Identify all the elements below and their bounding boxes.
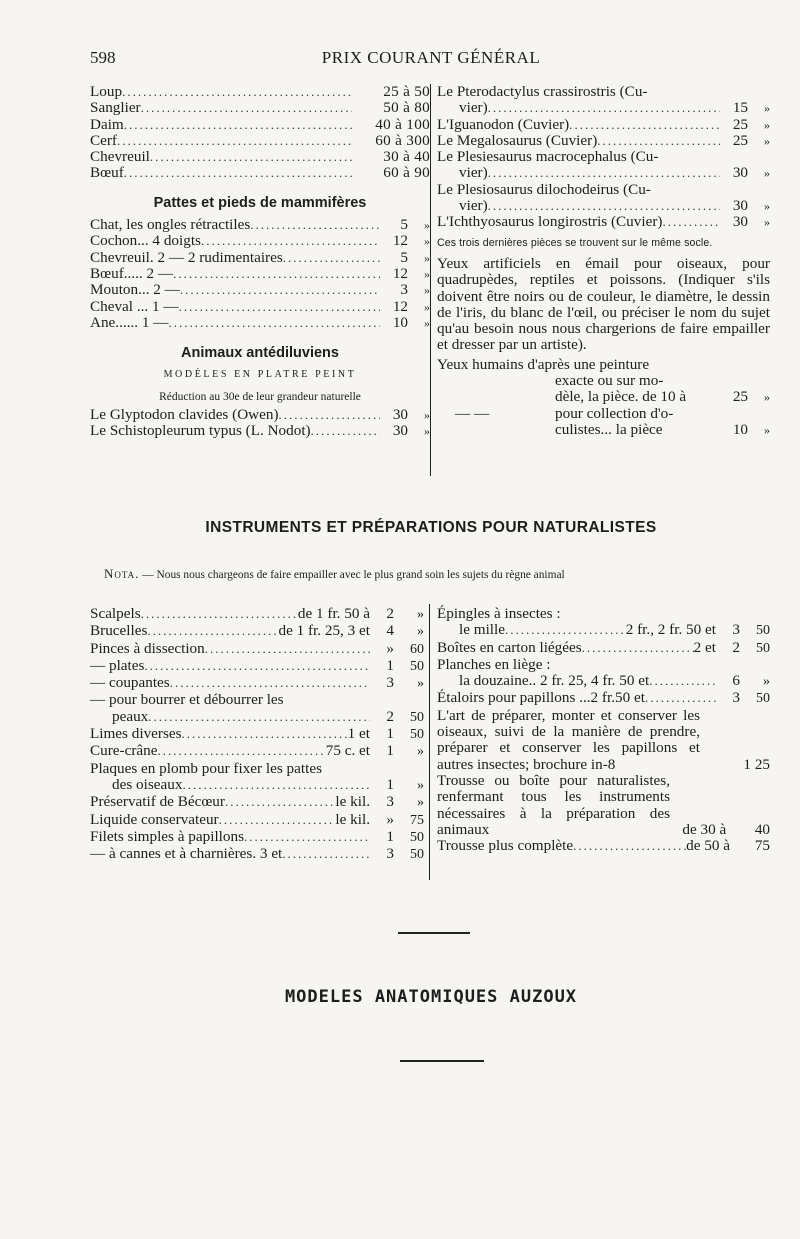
row-price: 12: [392, 297, 408, 315]
instrument-row: [90, 761, 424, 777]
leader-dots: [279, 407, 380, 423]
row-label: Scalpels: [90, 605, 141, 622]
yeux-line-4: pour collection d'o-: [555, 404, 674, 422]
row-price: 50 à 80: [383, 99, 430, 117]
leader-dots: [205, 641, 370, 657]
row-label: — plates: [90, 656, 145, 674]
row-price-francs: 2: [386, 707, 394, 725]
row-price-francs: 2: [386, 605, 394, 622]
row-mid: 2 fr., 2 fr. 50 et: [625, 621, 716, 639]
row-price-francs: 2: [732, 638, 740, 656]
row-price: 25: [732, 115, 748, 133]
leader-dots: [157, 743, 325, 759]
row-price-centimes: »: [417, 777, 424, 793]
leader-dots: [488, 198, 720, 214]
row-price: 5: [400, 216, 408, 234]
paw-row: [90, 250, 430, 266]
leader-dots: [505, 622, 626, 638]
instrument-row: [90, 794, 424, 811]
row-price: 15: [732, 99, 748, 117]
row-price-centimes: 50: [410, 709, 424, 725]
row-label: Épingles à insectes :: [437, 605, 561, 622]
fossil-row: [437, 198, 770, 214]
instrument-row: [437, 606, 770, 622]
row-unit: »: [424, 218, 430, 233]
yeux-dash: — —: [455, 404, 490, 422]
row-unit: »: [764, 215, 770, 230]
fossil-line-1: Le Plesiosaurus dilochodeirus (Cu-: [437, 180, 651, 198]
leader-dots: [582, 640, 694, 656]
row-label: Brucelles: [90, 622, 148, 640]
row-price-francs: 6: [732, 672, 740, 690]
row-price-centimes: 50: [756, 623, 770, 639]
row-price-francs: 3: [386, 793, 394, 811]
row-price: 5: [400, 248, 408, 266]
row-label: vier): [459, 197, 488, 215]
instrument-row: [90, 777, 424, 794]
leader-dots: [649, 673, 716, 689]
trousse-price-line: [682, 822, 770, 838]
leader-dots: [150, 149, 352, 165]
leader-dots: [148, 709, 370, 725]
fossil-price-list: [437, 84, 770, 231]
row-label: Pinces à dissection: [90, 639, 205, 657]
row-unit: »: [424, 234, 430, 249]
row-label: Cheval ... 1 —: [90, 297, 179, 315]
instrument-row: [437, 657, 770, 673]
art-text: [437, 708, 770, 773]
leader-dots: [573, 838, 686, 854]
yeux-artificiels-text: [437, 256, 770, 354]
leader-dots: [283, 250, 380, 266]
paws-price-list: [90, 217, 430, 331]
art-block: [437, 708, 770, 773]
row-price-centimes: 60: [410, 641, 424, 657]
fossil-row: [437, 100, 770, 116]
leader-dots: [179, 299, 380, 315]
leader-dots: [122, 84, 352, 100]
mammal-price-list: [90, 84, 430, 182]
instrument-row: [437, 673, 770, 690]
art-price: 1 25: [743, 755, 770, 773]
row-mid: 1 et: [347, 725, 370, 743]
instruments-right-list: [437, 606, 770, 708]
fossil-row: [437, 117, 770, 133]
instrument-row: [90, 726, 424, 743]
leader-dots: [180, 282, 380, 298]
row-unit: »: [424, 299, 430, 314]
instrument-row: [90, 675, 424, 692]
trousse-complete-price: 75: [754, 837, 770, 855]
yeux-price-2: 10: [732, 420, 748, 438]
row-price-centimes: »: [417, 795, 424, 811]
row-price-centimes: 50: [410, 727, 424, 743]
page-number: 598: [90, 48, 116, 67]
row-unit: »: [764, 133, 770, 148]
mammal-row: [90, 165, 430, 181]
leader-dots: [144, 658, 370, 674]
row-unit: »: [764, 199, 770, 214]
trousse-mid: de 30 à: [682, 820, 727, 838]
instrument-row: [90, 812, 424, 829]
row-label: vier): [459, 164, 488, 182]
running-title: PRIX COURANT GÉNÉRAL: [321, 48, 541, 67]
leader-dots: [168, 315, 380, 331]
row-price-centimes: »: [417, 676, 424, 692]
instrument-row: [90, 692, 424, 708]
yeux-humains-title: Yeux humains d'après une peinture: [437, 355, 650, 373]
row-label: Cerf: [90, 131, 117, 149]
paw-row: [90, 266, 430, 282]
row-label: — coupantes: [90, 674, 170, 692]
socle-note: Ces trois dernières pièces se trouvent sur le même socle.: [437, 236, 713, 249]
paw-row: [90, 282, 430, 298]
column-divider-bottom: [429, 604, 430, 880]
row-label: Loup: [90, 83, 123, 100]
anatomiques-heading: MODELES ANATOMIQUES AUZOUX: [284, 987, 578, 1007]
fossil-row: [437, 214, 770, 230]
row-price: 30: [392, 422, 408, 440]
row-price-francs: 1: [386, 656, 394, 674]
row-mid: 2 et: [693, 638, 716, 656]
nota-label: Nota.: [104, 566, 140, 581]
row-price: 10: [392, 313, 408, 331]
row-price: 30 à 40: [383, 148, 430, 166]
row-label: Cochon... 4 doigts: [90, 232, 201, 250]
leader-dots: [225, 794, 335, 810]
row-price-centimes: 50: [756, 640, 770, 656]
row-mid: de 1 fr. 25, 3 et: [278, 622, 370, 640]
column-divider-top: [430, 84, 431, 476]
row-label: Limes diverses: [90, 725, 182, 743]
mammal-row: [90, 100, 430, 116]
row-price: 30: [732, 164, 748, 182]
row-price-francs: 3: [732, 621, 740, 639]
row-unit: »: [424, 408, 430, 423]
row-label: — pour bourrer et débourrer les: [90, 691, 284, 709]
instrument-row: [437, 690, 770, 707]
leader-dots: [311, 423, 380, 439]
separator-rule-bottom: [400, 1060, 484, 1062]
row-price: 40 à 100: [375, 115, 430, 133]
row-label: Chat, les ongles rétractiles: [90, 216, 251, 234]
row-price: 25 à 50: [383, 83, 430, 100]
instruments-heading: INSTRUMENTS ET PRÉPARATIONS POUR NATURALISTES: [205, 519, 657, 536]
trousse-block: [437, 773, 770, 838]
section-heading-antediluviens: Animaux antédiluviens: [181, 345, 339, 362]
row-label: Le Megalosaurus (Cuvier): [437, 131, 598, 149]
instrument-row: [90, 606, 424, 623]
reduction-caption: Réduction au 30e de leur grandeur naturelle: [159, 390, 361, 403]
mammal-row: [90, 117, 430, 133]
instrument-row: [90, 846, 424, 863]
row-unit: »: [764, 117, 770, 132]
page-header: [90, 48, 772, 72]
leader-dots: [173, 266, 380, 282]
row-label: Plaques en plomb pour fixer les pattes: [90, 759, 322, 777]
leader-dots: [141, 100, 352, 116]
trousse-complete-label: Trousse plus complète: [437, 837, 574, 855]
row-price-centimes: »: [417, 607, 424, 622]
row-price-centimes: 50: [410, 658, 424, 674]
row-price: 30: [732, 197, 748, 215]
row-label: Planches en liège :: [437, 655, 551, 673]
yeux-artificiels-content: Yeux artificiels en émail pour oiseaux, pour quadrupèdes, reptiles et poissons. (Indiquer s'ils doivent être noirs ou de couleur, le diamètre, le dessin de l'iris, du blanc de l'œil, ou préciser le nom du sujet qu'au besoin nous nous chargerions de faire empailler et dresser par un artiste).: [437, 254, 770, 354]
row-price-francs: 1: [386, 742, 394, 760]
leader-dots: [124, 117, 352, 133]
instruments-left-list: [90, 606, 424, 863]
right-top-column: [437, 84, 770, 438]
row-price-francs: »: [386, 810, 394, 828]
row-price-centimes: 50: [756, 691, 770, 707]
paw-row: [90, 233, 430, 249]
row-price: 30: [732, 213, 748, 231]
row-label: Chevreuil. 2 — 2 rudimentaires: [90, 248, 283, 266]
separator-rule-top: [398, 932, 470, 934]
leader-dots: [182, 726, 348, 742]
instrument-row: [90, 658, 424, 675]
row-price-francs: 3: [386, 845, 394, 863]
fossil-line-1: Le Pterodactylus crassirostris (Cu-: [437, 83, 648, 100]
leader-dots: [141, 606, 298, 622]
row-price-centimes: »: [417, 744, 424, 760]
mammal-row: [90, 84, 430, 100]
row-price: 30: [392, 406, 408, 424]
row-label: vier): [459, 99, 488, 117]
instrument-row: [90, 623, 424, 640]
row-mid: le kil.: [335, 810, 370, 828]
yeux-line-3: dèle, la pièce. de 10 à: [555, 388, 687, 406]
row-price-centimes: »: [763, 674, 770, 690]
leader-dots: [182, 777, 370, 793]
row-price: 12: [392, 232, 408, 250]
leader-dots: [488, 100, 720, 116]
row-mid: le kil.: [335, 793, 370, 811]
leader-dots: [662, 214, 720, 230]
trousse-complete-mid: de 50 à: [686, 837, 730, 855]
row-price: 60 à 300: [375, 131, 430, 149]
instrument-row: [90, 829, 424, 846]
row-unit: »: [764, 166, 770, 181]
row-price-centimes: 50: [410, 829, 424, 845]
section-heading-pattes: Pattes et pieds de mammifères: [153, 194, 367, 211]
row-label: Cure-crâne: [90, 742, 158, 760]
fossil-line-1: Le Plesiesaurus macrocephalus (Cu-: [437, 148, 659, 166]
row-unit: »: [424, 266, 430, 281]
leader-dots: [244, 829, 370, 845]
instruments-left-column: [90, 606, 424, 863]
row-label: Étaloirs pour papillons ...2 fr.50 et: [437, 689, 645, 707]
trousse-price: 40: [754, 820, 770, 838]
row-label: Bœuf: [90, 164, 124, 182]
row-price-francs: 4: [386, 622, 394, 640]
instrument-row: [90, 709, 424, 726]
row-price-francs: 1: [386, 827, 394, 845]
leader-dots: [147, 623, 278, 639]
row-unit: »: [764, 101, 770, 116]
row-price: 60 à 90: [383, 164, 430, 182]
row-unit: »: [424, 283, 430, 298]
row-price-centimes: »: [417, 624, 424, 640]
row-unit: »: [424, 315, 430, 330]
leader-dots: [219, 812, 336, 828]
leader-dots: [488, 165, 720, 181]
row-unit: »: [424, 250, 430, 265]
paw-row: [90, 217, 430, 233]
row-price-centimes: 50: [410, 847, 424, 863]
nota-line: [104, 566, 565, 582]
row-label: Sanglier: [90, 99, 141, 117]
row-label: L'Iguanodon (Cuvier): [437, 115, 570, 133]
row-label: Filets simples à papillons: [90, 827, 244, 845]
unit-mark: »: [764, 390, 770, 405]
row-price: 3: [400, 281, 408, 299]
leader-dots: [569, 117, 720, 133]
yeux-line-5: culistes... la pièce: [555, 420, 663, 438]
row-unit: »: [424, 424, 430, 439]
row-label: des oiseaux: [112, 775, 183, 793]
trousse-text-content: Trousse ou boîte pour naturalistes, renfermant tous les instruments nécessaires à la préparation des animaux: [437, 771, 670, 838]
row-price-francs: »: [386, 639, 394, 657]
leader-dots: [282, 846, 370, 862]
leader-dots: [250, 217, 380, 233]
left-top-column: [90, 84, 430, 440]
row-price-francs: 1: [386, 775, 394, 793]
row-label: Bœuf..... 2 —: [90, 264, 174, 282]
instruments-right-column: [437, 606, 770, 854]
row-mid: 75 c. et: [325, 742, 370, 760]
leader-dots: [170, 675, 370, 691]
row-label: — à cannes et à charnières. 3 et: [90, 845, 283, 863]
fossil-row: [437, 133, 770, 149]
antediluvian-row: [90, 407, 430, 423]
row-label: Chevreuil: [90, 148, 150, 166]
instrument-row: [437, 640, 770, 657]
instrument-row: [90, 641, 424, 658]
leader-dots: [201, 233, 380, 249]
row-label: Daim: [90, 115, 124, 133]
mammal-row: [90, 149, 430, 165]
leader-dots: [645, 690, 716, 706]
leader-dots: [117, 133, 352, 149]
row-label: Le Schistopleurum typus (L. Nodot): [90, 422, 311, 440]
antediluvian-price-list: [90, 407, 430, 440]
row-label: Ane...... 1 —: [90, 313, 169, 331]
row-mid: de 1 fr. 50 à: [297, 605, 370, 622]
instrument-row: [90, 743, 424, 760]
row-label: Liquide conservateur: [90, 810, 219, 828]
instrument-row: [437, 622, 770, 639]
yeux-humains-block: [437, 357, 770, 438]
row-label: le mille: [459, 621, 505, 639]
row-price-francs: 1: [386, 725, 394, 743]
yeux-line-2: exacte ou sur mo-: [555, 372, 664, 390]
row-label: peaux: [112, 707, 149, 725]
row-price-centimes: 75: [410, 812, 424, 828]
fossil-row: [437, 165, 770, 181]
row-price-francs: 3: [732, 689, 740, 707]
mammal-row: [90, 133, 430, 149]
row-label: Préservatif de Bécœur: [90, 793, 225, 811]
leader-dots: [597, 133, 720, 149]
trousse-complete-row: [437, 838, 770, 854]
row-label: L'Ichthyosaurus longirostris (Cuvier): [437, 213, 663, 231]
leader-dots: [124, 165, 352, 181]
antediluvian-row: [90, 423, 430, 439]
art-text-content: L'art de préparer, monter et conserver les oiseaux, suivi de la manière de prendre, préparer et conserver les papillons et autres insectes; brochure in-8: [437, 706, 700, 773]
row-label: la douzaine.. 2 fr. 25, 4 fr. 50 et: [459, 672, 650, 690]
row-label: Boîtes en carton liégées: [437, 638, 582, 656]
yeux-price-1: 25: [732, 388, 748, 406]
row-price: 25: [732, 131, 748, 149]
paw-row: [90, 299, 430, 315]
row-label: Le Glyptodon clavides (Owen): [90, 406, 279, 424]
paw-row: [90, 315, 430, 331]
row-label: Mouton... 2 —: [90, 281, 180, 299]
nota-text: — Nous nous chargeons de faire empailler avec le plus grand soin les sujets du règne animal: [142, 569, 565, 581]
modeles-caption: MODÈLES EN PLATRE PEINT: [163, 369, 357, 381]
row-price-francs: 3: [386, 674, 394, 692]
row-price: 12: [392, 264, 408, 282]
unit-mark: »: [764, 422, 770, 437]
